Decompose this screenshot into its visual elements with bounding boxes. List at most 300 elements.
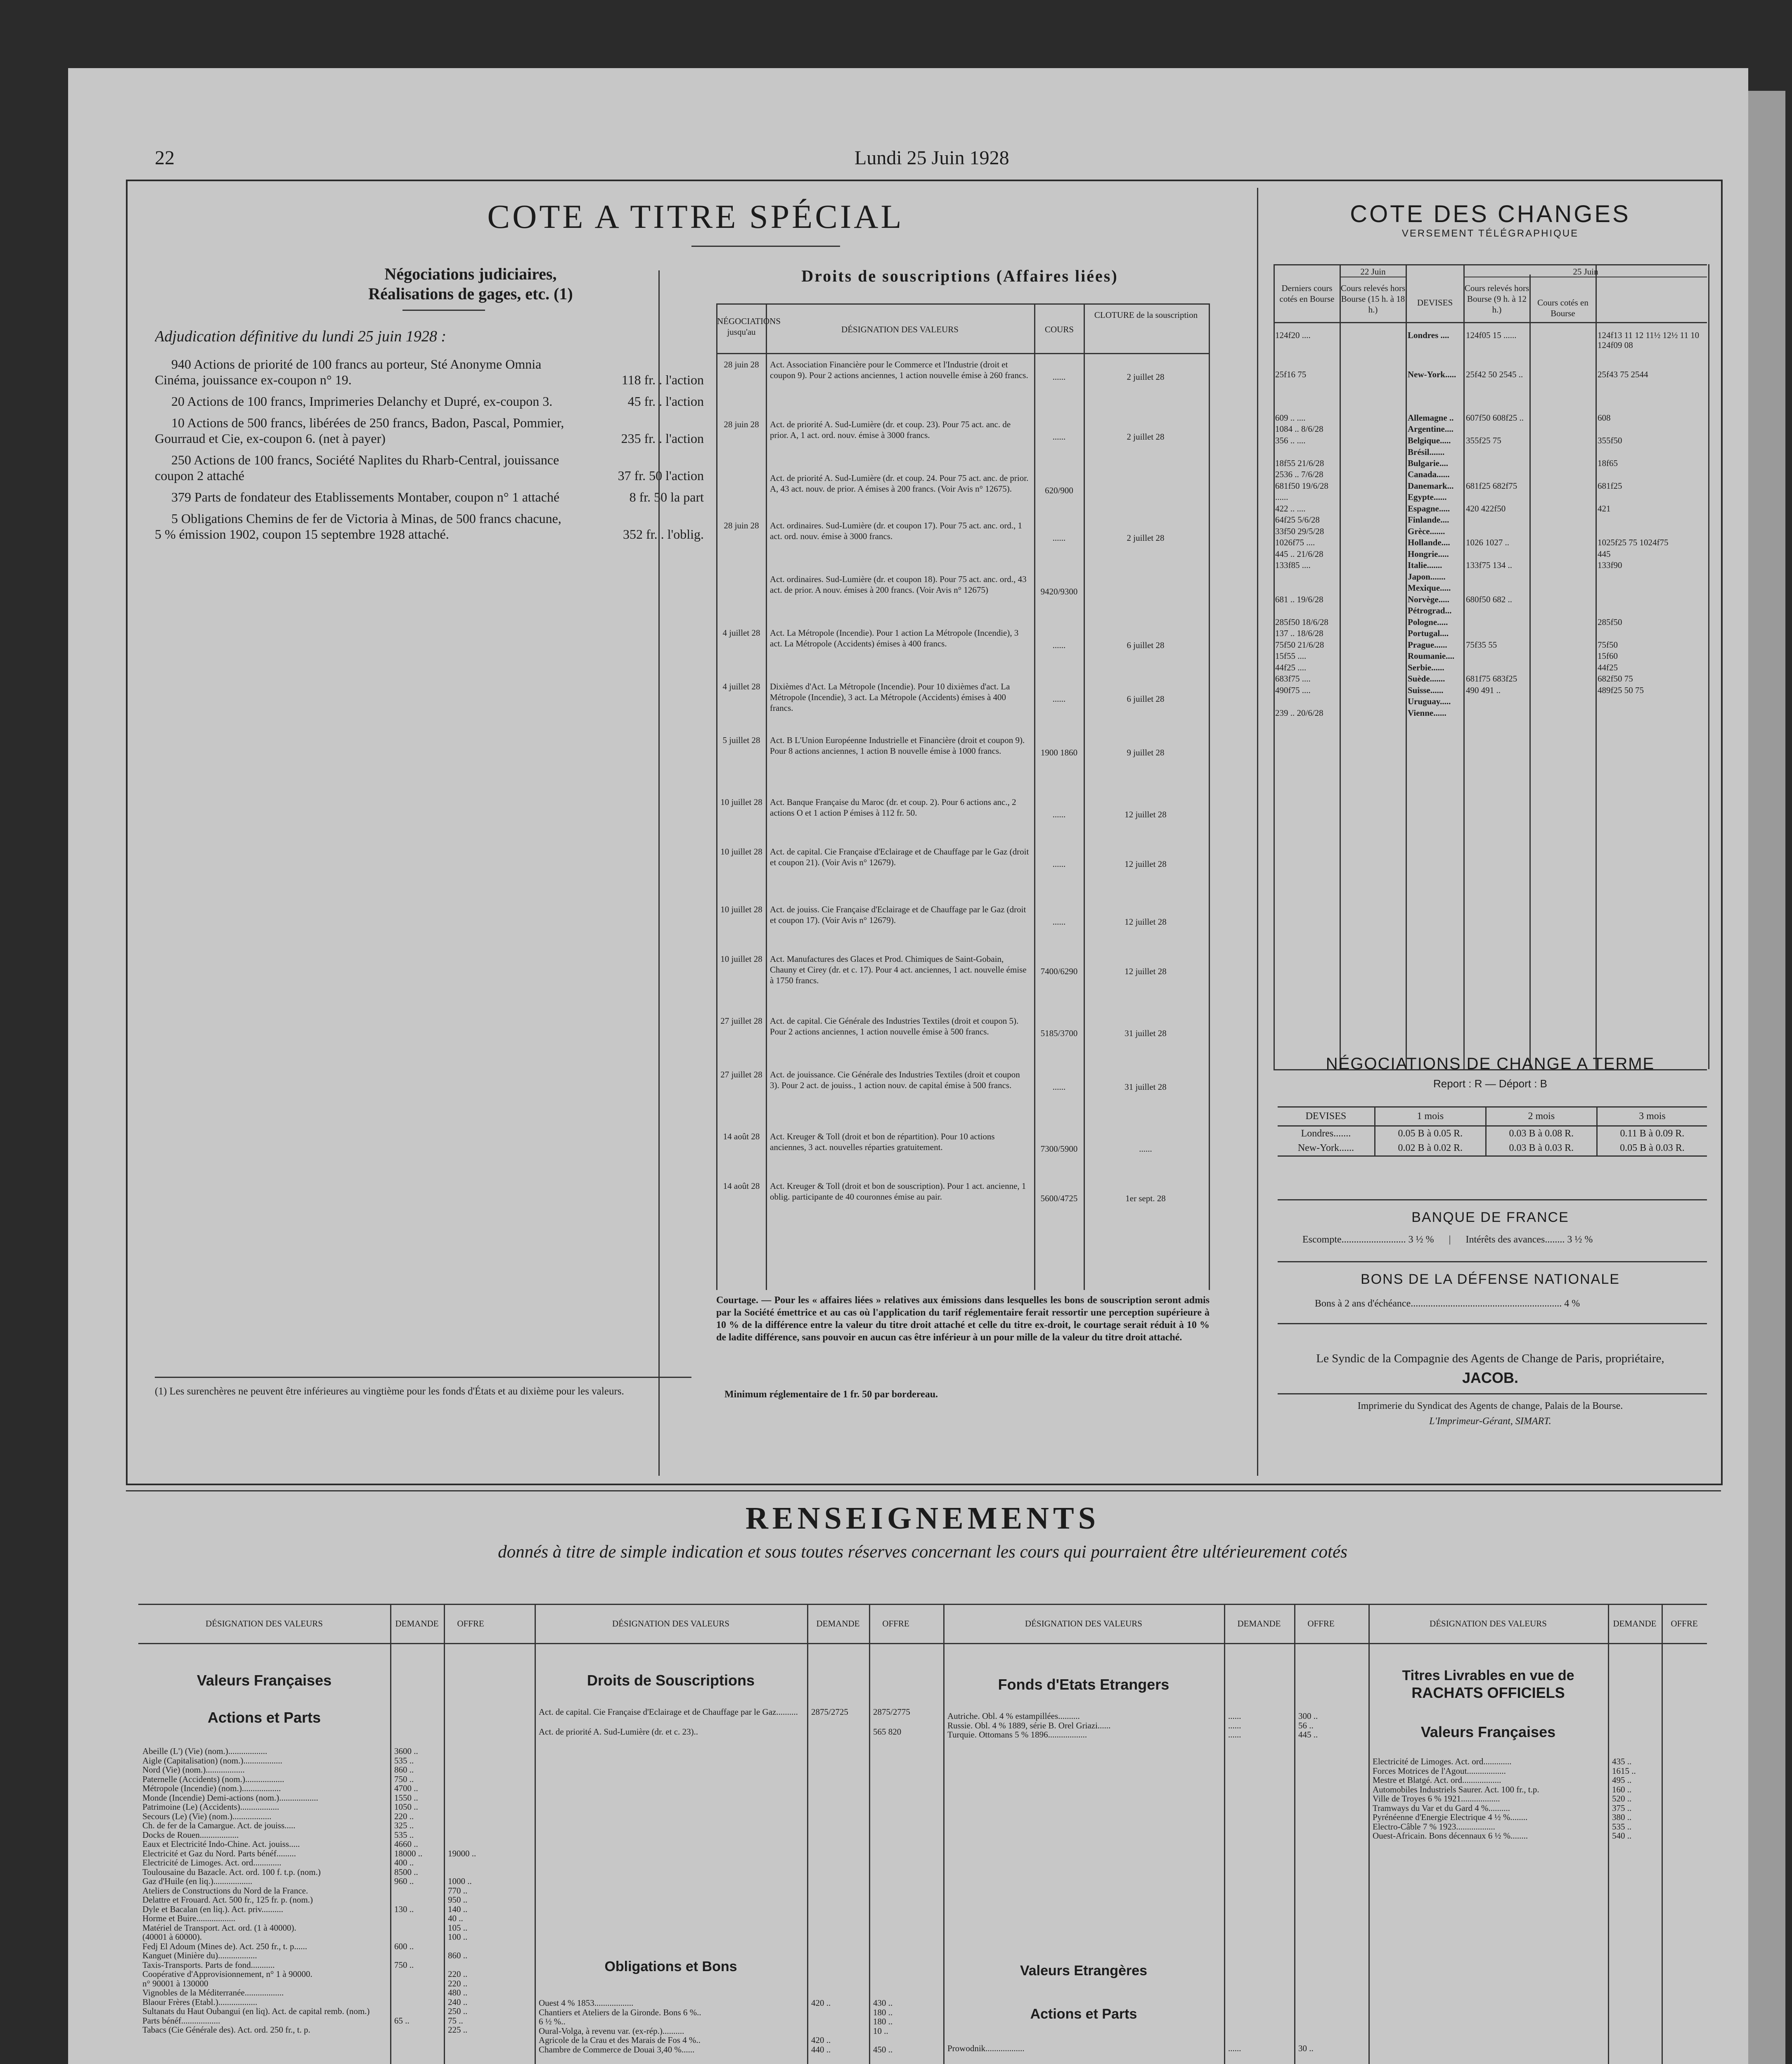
rens-heading: Valeurs Etrangères [1020, 1963, 1148, 1979]
change-devise: Suisse...... [1408, 685, 1444, 695]
rens-row-name: Parts bénéf.................. [142, 2015, 220, 2026]
adjudication-price: 118 fr. . l'action [621, 372, 704, 387]
rens-row-offre: 2875/2775 [873, 1707, 910, 1717]
change-dernier: 18f55 21/6/28 [1275, 458, 1324, 468]
rens-row-demande: 750 .. [394, 1960, 414, 1970]
adjudication-text: 10 Actions de 500 francs, libérées de 250 francs, Badon, Pascal, Pommier, Gourraud et Cie, ex-coupon 6. (net à payer) [155, 415, 564, 446]
change-devise: Mexique..... [1408, 583, 1451, 593]
avances-label: Intérêts des avances........ [1465, 1234, 1565, 1245]
terme-cell: Londres....... [1301, 1128, 1351, 1139]
rens-row-name: n° 90001 à 130000 [142, 1978, 208, 1988]
neg-heading-1: Négociations judiciaires, [384, 265, 557, 283]
rens-heading: Titres Livrables en vue de [1402, 1668, 1574, 1683]
rens-row-name: Coopérative d'Approvisionnement, n° 1 à 90000. [142, 1969, 312, 1979]
change-devise: Serbie...... [1408, 663, 1444, 672]
rens-row-name: Taxis-Transports. Parts de fond........... [142, 1960, 275, 1970]
droits-designation: Act. B L'Union Européenne Industrielle et Financière (droit et coupon 9). Pour 8 actions anciennes, 1 action B nouvelle émise à 1000 francs. [770, 735, 1025, 756]
droits-cours: 5600/4725 [1040, 1193, 1078, 1203]
rens-row-demande: 400 .. [394, 1858, 414, 1868]
rens-row-demande: 420 .. [811, 2035, 831, 2045]
rens-col-demande: DEMANDE [395, 1619, 439, 1628]
change-dernier: 422 .. .... [1275, 504, 1306, 514]
adjudication-price: 45 fr. . l'action [627, 394, 704, 409]
rens-row-demande: 750 .. [394, 1774, 414, 1784]
page-number: 22 [155, 147, 175, 169]
rens-row-offre: 19000 .. [448, 1848, 476, 1858]
rens-row-demande: 4660 .. [394, 1839, 418, 1849]
terme-title: NÉGOCIATIONS DE CHANGE A TERME [1326, 1055, 1655, 1073]
droits-designation: Dixièmes d'Act. La Métropole (Incendie). Pour 10 dixièmes d'act. La Métropole (Incendie), 3 act. La Métropole (Accidents) émises à 400 francs. [770, 682, 1010, 713]
change-dernier: 239 .. 20/6/28 [1275, 708, 1323, 718]
date-22: 22 Juin [1360, 267, 1386, 277]
rens-col-designation: DÉSIGNATION DES VALEURS [1025, 1619, 1142, 1628]
change-dernier: 75f50 21/6/28 [1275, 640, 1324, 650]
rens-row-name: Nord (Vie) (nom.).................. [142, 1765, 245, 1775]
droits-souscriptions [667, 266, 1253, 1476]
rens-row-name: Russie. Obl. 4 % 1889, série B. Orel Griazi...... [947, 1720, 1111, 1730]
syndic-name: JACOB. [1462, 1369, 1519, 1386]
change-devise: Suède....... [1408, 674, 1445, 684]
droits-date: 28 juin 28 [724, 521, 759, 530]
rens-row-offre: 565 820 [873, 1727, 902, 1737]
rens-row-offre: 30 .. [1298, 2043, 1314, 2053]
change-devise: Hongrie..... [1408, 549, 1449, 559]
droits-date: 14 août 28 [723, 1131, 760, 1141]
col-22: Cours relevés hors Bourse (15 h. à 18 h.) [1340, 283, 1406, 315]
droits-cours: ...... [1052, 1082, 1066, 1092]
change-cotes: 682f50 75 [1598, 674, 1633, 684]
rens-row-offre: 140 .. [448, 1904, 468, 1914]
rens-row-name: Secours (Le) (Vie) (nom.).................. [142, 1811, 272, 1821]
rens-row-name: Electricité de Limoges. Act. ord............. [142, 1858, 282, 1868]
droits-cloture: 12 juillet 28 [1124, 917, 1167, 927]
change-devise: Hollande.... [1408, 537, 1450, 547]
change-devise: Londres .... [1408, 330, 1449, 340]
rens-row-name: Delattre et Frouard. Act. 500 fr., 125 fr. p. (nom.) [142, 1895, 313, 1905]
rens-row-offre: 220 .. [448, 1969, 468, 1979]
rens-row-name: Pyrénéenne d'Energie Electrique 4 ½ %........ [1373, 1812, 1528, 1822]
droits-date: 28 juin 28 [724, 360, 759, 369]
change-cotes: 133f90 [1598, 560, 1622, 570]
rens-col-demande: DEMANDE [1613, 1619, 1657, 1628]
change-dernier: 490f75 .... [1275, 685, 1311, 695]
rens-row-name: Ouest 4 % 1853.................. [539, 1998, 634, 2008]
rens-row-demande: 960 .. [394, 1876, 414, 1886]
change-devise: Belgique..... [1408, 436, 1451, 445]
adjudication-text: 20 Actions de 100 francs, Imprimeries Delanchy et Dupré, ex-coupon 3. [171, 394, 553, 409]
rens-row-name: Métropole (Incendie) (nom.).................. [142, 1783, 281, 1793]
adjudication-price: 235 fr. . l'action [621, 431, 704, 446]
adjudication-price: 8 fr. 50 la part [629, 490, 704, 504]
renseignements-rule [126, 1490, 1721, 1491]
rens-row-demande: 325 .. [394, 1820, 414, 1830]
adjudication-item [155, 452, 704, 483]
change-cotes: 44f25 [1598, 663, 1618, 672]
rens-row-offre: 225 .. [448, 2025, 468, 2035]
change-dernier: 681 .. 19/6/28 [1275, 594, 1323, 604]
change-cotes: 355f50 [1598, 436, 1622, 445]
droits-cours: ...... [1052, 533, 1066, 543]
change-hors: 420 422f50 [1466, 504, 1506, 514]
change-cotes: 124f13 11 12 11½ 12½ 11 10 124f09 08 [1598, 330, 1700, 350]
rens-row-name: Kanguet (Minière du).................. [142, 1950, 257, 1960]
droits-designation: Act. de capital. Cie Générale des Industries Textiles (droit et coupon 5). Pour 2 actions anciennes, 1 action nouvelle émise à 500 francs. [770, 1016, 1019, 1037]
adjudication-text: 379 Parts de fondateur des Etablissements Montaber, coupon n° 1 attaché [171, 490, 560, 504]
rens-row-demande: 220 .. [394, 1811, 414, 1821]
adjudication-item [155, 415, 704, 446]
rens-row-name: Fedj El Adoum (Mines de). Act. 250 fr., t. p...... [142, 1941, 307, 1951]
rens-row-demande: 600 .. [394, 1941, 414, 1951]
rens-row-name: Gaz d'Huile (en liq.).................. [142, 1876, 253, 1886]
column-divider [658, 270, 660, 1476]
rens-row-demande: ...... [1228, 1730, 1241, 1740]
change-devise: Roumanie.... [1408, 651, 1455, 661]
droits-designation: Act. ordinaires. Sud-Lumière (dr. et coupon 18). Pour 75 act. anc. ord., 43 act. de prior. A nouv. émises à 200 francs. (Voir Avis n° 12675) [770, 574, 1027, 595]
syndic-line: Le Syndic de la Compagnie des Agents de Change de Paris, propriétaire, [1316, 1352, 1664, 1365]
rens-col-demande: DEMANDE [1237, 1619, 1281, 1628]
rens-row-demande: 420 .. [811, 1998, 831, 2008]
rens-row-name: Ch. de fer de la Camargue. Act. de jouiss..... [142, 1820, 296, 1830]
adjacent-page-edge [1748, 91, 1785, 2064]
change-devise: Danemark... [1408, 481, 1454, 491]
banque-title: BANQUE DE FRANCE [1411, 1210, 1569, 1225]
escompte-label: Escompte.......................... [1302, 1234, 1406, 1245]
rens-row-name: Monde (Incendie) Demi-actions (nom.).................. [142, 1792, 318, 1803]
change-hors: 490 491 .. [1466, 685, 1501, 695]
col-derniers: Derniers cours cotés en Bourse [1279, 283, 1335, 304]
droits-cours: ...... [1052, 372, 1066, 382]
rens-row-offre: 480 .. [448, 1988, 468, 1998]
rens-row-demande: 8500 .. [394, 1867, 418, 1877]
escompte-value: 3 ½ % [1408, 1234, 1434, 1245]
rens-row-offre: 100 .. [448, 1932, 468, 1942]
rens-row-name: Docks de Rouen.................. [142, 1830, 239, 1840]
rens-row-name: 6 ½ %.. [539, 2017, 566, 2026]
adjudication-item [155, 489, 704, 505]
change-hors: 681f25 682f75 [1466, 481, 1517, 491]
rens-row-name: (40001 à 60000). [142, 1932, 202, 1942]
change-cotes: 25f43 75 2544 [1598, 369, 1648, 379]
change-devise: Canada...... [1408, 469, 1450, 479]
rens-row-offre: 445 .. [1298, 1730, 1318, 1740]
rens-row-offre: 300 .. [1298, 1711, 1318, 1721]
terme-subtitle: Report : R — Déport : B [1433, 1077, 1547, 1090]
rens-row-offre: 770 .. [448, 1885, 468, 1896]
change-cotes: 15f60 [1598, 651, 1618, 661]
change-hors: 124f05 15 ...... [1466, 330, 1517, 340]
rens-row-offre: 860 .. [448, 1950, 468, 1960]
change-devise: Finlande.... [1408, 515, 1449, 525]
rens-row-offre: 40 .. [448, 1913, 463, 1923]
change-dernier: 356 .. .... [1275, 436, 1306, 445]
change-devise: Portugal.... [1408, 628, 1449, 638]
rens-row-demande: 1550 .. [394, 1792, 418, 1803]
change-dernier: 1026f75 .... [1275, 537, 1315, 547]
droits-cours: ...... [1052, 640, 1066, 650]
rens-heading: Valeurs Françaises [196, 1672, 332, 1689]
droits-cloture: 12 juillet 28 [1124, 859, 1167, 869]
rens-row-name: Chambre de Commerce de Douai 3,40 %...... [539, 2044, 695, 2055]
terme-grid [1278, 1106, 1707, 1157]
rens-row-name: Paternelle (Accidents) (nom.).................. [142, 1774, 284, 1784]
droits-cloture: 6 juillet 28 [1127, 640, 1165, 650]
renseignements-title: RENSEIGNEMENTS [746, 1501, 1100, 1536]
rens-row-name: Sultanats du Haut Oubangui (en liq). Act. de capital remb. (nom.) [142, 2006, 370, 2016]
change-cotes: 1025f25 75 1024f75 [1598, 537, 1669, 547]
rens-row-offre: 950 .. [448, 1895, 468, 1905]
rens-col-offre: OFFRE [1671, 1619, 1698, 1628]
negociations-judiciaires [155, 264, 704, 1461]
change-devise: Allemagne .. [1408, 413, 1454, 423]
droits-cloture: ...... [1139, 1144, 1152, 1154]
change-hors: 681f75 683f25 [1466, 674, 1517, 684]
change-devise: Bulgarie.... [1408, 458, 1448, 468]
neg-heading-2: Réalisations de gages, etc. [368, 284, 550, 303]
droits-cloture: 2 juillet 28 [1127, 432, 1165, 442]
droits-cloture: 31 juillet 28 [1124, 1082, 1167, 1092]
col-cours: COURS [1044, 324, 1074, 334]
change-devise: Prague...... [1408, 640, 1447, 650]
droits-cloture: 12 juillet 28 [1124, 966, 1167, 976]
change-cotes: 608 [1598, 413, 1611, 423]
change-dernier: 15f55 .... [1275, 651, 1307, 661]
droits-cloture: 9 juillet 28 [1127, 748, 1165, 757]
cote-des-changes: COTE DES CHANGES VERSEMENT TÉLÉGRAPHIQUE Derniers cours cotés en Bourse 22 Juin Cours relevés hors Bourse (15 h. à 18 h.) DEVISES 25 Juin Cours relevés hors Bourse (9 h. à 12 h.) Cours cotés en Bourse 124f20 .... Londres .... 124f05 15 ...... 124f13 11 12 11½ 12½ 11 10 124f09 08 25f16 75 New-York..... 25f42 50 2545 .. 25f43 75 2544 609 .. .... Allemagne .. 607f50 608f25 .. 608 1084 .. 8/6/28 Argentine.... 356 .. .... Belgique..... 355f25 75 355f50 Brésil....... 18f55 21/6/28 Bulgarie.... 18f65 2536 .. 7/6/28 Canada...... 681f50 19/6/28 Danemark... 681f25 682f75 681f25 ...... Egypte...... 422 .. .... Espagne..... 420 422f50 421 64f25 5/6/28 Finlande.... 33f50 29/5/28 Grèce....... 1026f75 .... Hollande.... 1026 1027 .. 1025f25 75 1024f75 445 .. 21/6/28 Hongrie..... 445 133f85 .... Italie....... 133f75 134 .. 133f90 Japon....... Mexique..... 681 .. 19/6/28 Norvège..... 680f50 682 .. Pétrograd... 285f50 18/6/28 Pologne..... 285f50 137 .. 18/6/28 Portugal.... 75f50 21/6/28 Prague...... 75f35 55 75f50 15f55 .... Roumanie.... 15f60 44f25 .... Serbie...... 44f25 683f75 .... Suède....... 681f75 683f25 682f50 75 490f75 .... Suisse...... 490 491 .. 489f25 50 75 Uruguay..... 239 .. 20/6/28 Vienne...... NÉGOCIATIONS DE CHANGE A TERME Report : R — Déport : B DEVISES 1 mois 2 mois 3 mois Londres....... 0.05 B à 0.05 R. 0.03 B à 0.08 R. 0.11 B à 0.09 R. New-York...... 0.02 B à 0.02 R. 0.03 B à 0.03 R. 0.05 B à 0.03 R. BANQUE DE FRANCE Escompte.......................... 3 ½ % | Intérêts des avances........ 3 ½ % BONS DE LA DÉFENSE NATIONALE Bons à 2 ans d'échéance............................................................. 4 % Le Syndic de la Compagnie des Agents de Change de Paris, propriétaire, JACOB. Imprimerie du Syndicat des Agents de change, Palais de la Bourse. L'Imprimeur-Gérant, SIMART. [1265, 188, 1715, 1476]
bons-label: Bons à 2 ans d'échéance............................................................. [1315, 1298, 1562, 1309]
droits-heading: Droits de souscriptions (Affaires liées) [801, 267, 1118, 285]
rens-col-offre: OFFRE [457, 1619, 484, 1628]
neg-note-ref: (1) [554, 284, 573, 303]
change-dernier: 2536 .. 7/6/28 [1275, 469, 1323, 479]
droits-date: 27 juillet 28 [720, 1070, 762, 1079]
terme-table [1278, 1106, 1707, 1157]
droits-designation: Act. de priorité A. Sud-Lumière (dr. et coup. 23). Pour 75 act. anc. de prior. A, 1 act. ord. nouv. émise à 3000 francs. [770, 419, 1011, 440]
rens-row-name: Autriche. Obl. 4 % estampillées.......... [947, 1711, 1080, 1721]
droits-designation: Act. Association Financière pour le Commerce et l'Industrie (droit et coupon 9). Pour 2 actions anciennes, 1 action nouvelle émise à 260 francs. [770, 360, 1028, 380]
droits-cours: ...... [1052, 859, 1066, 869]
terme-cell: 0.05 B à 0.05 R. [1375, 1126, 1486, 1141]
change-dernier: 33f50 29/5/28 [1275, 526, 1324, 536]
rens-heading: RACHATS OFFICIELS [1411, 1684, 1565, 1701]
rens-row-demande: 3600 .. [394, 1746, 418, 1756]
rens-row-offre: 1000 .. [448, 1876, 472, 1886]
rens-row-name: Abeille (L') (Vie) (nom.).................. [142, 1746, 267, 1756]
rens-row-demande: ...... [1228, 2043, 1241, 2053]
rens-heading: Actions et Parts [207, 1709, 321, 1726]
rens-row-demande: 520 .. [1612, 1794, 1632, 1804]
change-devise: Norvège..... [1408, 594, 1449, 604]
rens-row-offre: 56 .. [1298, 1720, 1314, 1730]
droits-cours: 9420/9300 [1040, 587, 1078, 596]
change-cotes: 285f50 [1598, 617, 1622, 627]
rens-row-name: Act. de priorité A. Sud-Lumière (dr. et c. 23).. [539, 1727, 698, 1737]
rens-row-demande: 160 .. [1612, 1784, 1632, 1794]
col-cloture: CLOTURE de la souscription [1094, 310, 1198, 320]
imprimerie: Imprimerie du Syndicat des Agents de change, Palais de la Bourse. [1357, 1401, 1623, 1411]
droits-cours: 620/900 [1045, 485, 1073, 495]
rens-row-name: Patrimoine (Le) (Accidents).................. [142, 1802, 279, 1812]
change-cotes: 421 [1598, 504, 1611, 514]
avances-value: 3 ½ % [1567, 1234, 1593, 1245]
droits-date: 27 juillet 28 [720, 1016, 762, 1026]
rens-row-demande: 380 .. [1612, 1812, 1632, 1822]
rens-row-demande: 535 .. [394, 1755, 414, 1766]
droits-designation: Act. Manufactures des Glaces et Prod. Chimiques de Saint-Gobain, Chauny et Cirey (dr. et c. 17). Pour 4 act. anciennes, 1 act. nouvelle émise à 1750 francs. [770, 954, 1027, 985]
change-devise: Brésil....... [1408, 447, 1445, 457]
droits-date: 10 juillet 28 [720, 797, 762, 807]
change-dernier: 44f25 .... [1275, 663, 1307, 672]
minimum-note: Minimum réglementaire de 1 fr. 50 par bordereau. [724, 1389, 938, 1400]
droits-cours: 1900 1860 [1040, 748, 1078, 757]
droits-cloture: 2 juillet 28 [1127, 533, 1165, 543]
renseignements-grid [138, 1604, 1707, 2064]
droits-designation: Act. Kreuger & Toll (droit et bon de répartition). Pour 10 actions anciennes, 3 act. nouvelles réparties gratuitement. [770, 1131, 995, 1152]
rens-row-demande: 440 .. [811, 2044, 831, 2055]
rens-col-designation: DÉSIGNATION DES VALEURS [1430, 1619, 1547, 1628]
change-hors: 680f50 682 .. [1466, 594, 1512, 604]
adjudication-item [155, 393, 704, 409]
change-dernier: 64f25 5/6/28 [1275, 515, 1320, 525]
rens-row-name: Matériel de Transport. Act. ord. (1 à 40000). [142, 1922, 296, 1933]
adjudication-text: 5 Obligations Chemins de fer de Victoria à Minas, de 500 francs chacune, 5 % émission 1902, coupon 15 septembre 1928 attaché. [155, 511, 561, 542]
rens-row-name: Vignobles de la Méditerranée.................. [142, 1988, 284, 1998]
rens-row-name: Eaux et Electricité Indo-Chine. Act. jouiss..... [142, 1839, 300, 1849]
droits-date: 4 juillet 28 [722, 628, 760, 638]
terme-cell: 0.03 B à 0.08 R. [1486, 1126, 1597, 1141]
change-dernier: 609 .. .... [1275, 413, 1306, 423]
rens-row-name: Ville de Troyes 6 % 1921.................. [1373, 1794, 1500, 1804]
droits-date: 28 juin 28 [724, 419, 759, 429]
rens-row-offre: 180 .. [873, 2017, 893, 2026]
change-dernier: 445 .. 21/6/28 [1275, 549, 1323, 559]
rens-col-designation: DÉSIGNATION DES VALEURS [612, 1619, 729, 1628]
change-devise: Grèce....... [1408, 526, 1445, 536]
change-cotes: 75f50 [1598, 640, 1618, 650]
rens-row-demande: 860 .. [394, 1765, 414, 1775]
rens-col-offre: OFFRE [882, 1619, 909, 1628]
change-devise: Italie....... [1408, 560, 1442, 570]
droits-date: 10 juillet 28 [720, 904, 762, 914]
courtage-note: Courtage. — Pour les « affaires liées » relatives aux émissions dans lesquelles les bons de souscription seront admis par la Société émettrice et au cas où l'application du tarif réglementaire ferait ressortir une perception supérieure à 10 % de la différence entre la valeur du titre droit attaché et celle du titre ex-droit, le courtage serait réduit à 10 % de ladite différence, sans pouvoir en aucun cas être inférieur à un pour mille de la valeur du titre droit attaché. [716, 1295, 1210, 1343]
change-cotes: 681f25 [1598, 481, 1622, 491]
rens-row-offre: 450 .. [873, 2044, 893, 2055]
rens-row-offre: 10 .. [873, 2026, 888, 2036]
rens-row-name: Toulousaine du Bazacle. Act. ord. 100 f. t.p. (nom.) [142, 1867, 321, 1877]
change-hors: 75f35 55 [1466, 640, 1497, 650]
rens-row-name: Dyle et Bacalan (en liq.). Act. priv.......... [142, 1904, 283, 1914]
gerant: L'Imprimeur-Gérant, SIMART. [1429, 1416, 1551, 1427]
droits-date: 5 juillet 28 [722, 735, 760, 745]
col-25-hors: Cours relevés hors Bourse (9 h. à 12 h.) [1464, 283, 1529, 315]
rens-row-offre: 250 .. [448, 2006, 468, 2016]
rens-row-name: Electricité et Gaz du Nord. Parts bénéf......... [142, 1848, 296, 1858]
rens-heading: Fonds d'Etats Etrangers [998, 1676, 1169, 1693]
rens-row-name: Ouest-Africain. Bons décennaux 6 ½ %........ [1373, 1831, 1528, 1841]
droits-cours: 7300/5900 [1040, 1144, 1078, 1154]
terme-cell: 0.03 B à 0.03 R. [1486, 1141, 1597, 1156]
rens-row-offre: 180 .. [873, 2007, 893, 2017]
change-cotes: 489f25 50 75 [1598, 685, 1644, 695]
rens-row-name: Electro-Câble 7 % 1923.................. [1373, 1821, 1495, 1832]
change-dernier: 285f50 18/6/28 [1275, 617, 1328, 627]
droits-designation: Act. Kreuger & Toll (droit et bon de souscription). Pour 1 act. ancienne, 1 oblig. participante de 40 couronnes émise au pair. [770, 1181, 1026, 1202]
change-hors: 1026 1027 .. [1466, 537, 1509, 547]
rens-row-demande: 130 .. [394, 1904, 414, 1914]
droits-designation: Act. La Métropole (Incendie). Pour 1 action La Métropole (Incendie), 3 act. La Métropole (Accidents) émises à 400 francs. [770, 628, 1019, 649]
rens-row-name: Blaour Frères (Etabl.).................. [142, 1997, 258, 2007]
rens-row-offre: 240 .. [448, 1997, 468, 2007]
change-devise: Espagne..... [1408, 504, 1450, 514]
change-dernier: 683f75 .... [1275, 674, 1311, 684]
droits-designation: Act. Banque Française du Maroc (dr. et coup. 2). Pour 6 actions anc., 2 actions O et 1 action P émises à 112 fr. 50. [770, 797, 1016, 818]
rens-row-demande: ...... [1228, 1720, 1241, 1730]
rens-col-designation: DÉSIGNATION DES VALEURS [206, 1619, 323, 1628]
rens-row-name: Mestre et Blatgé. Act. ord.................. [1373, 1775, 1501, 1785]
changes-subtitle: VERSEMENT TÉLÉGRAPHIQUE [1401, 228, 1579, 239]
change-dernier: 137 .. 18/6/28 [1275, 628, 1323, 638]
date-25: 25 Juin [1573, 267, 1598, 277]
rens-col-demande: DEMANDE [816, 1619, 860, 1628]
changes-title: COTE DES CHANGES [1350, 201, 1631, 227]
adjudication-item [155, 356, 704, 388]
adjudication-line: Adjudication définitive du lundi 25 juin 1928 : [155, 328, 447, 345]
rens-row-demande: 495 .. [1612, 1775, 1632, 1785]
droits-cours: ...... [1052, 432, 1066, 442]
change-devise: Vienne...... [1408, 708, 1446, 718]
droits-date: 14 août 28 [723, 1181, 760, 1191]
col-25-cotes: Cours cotés en Bourse [1537, 298, 1588, 318]
rens-row-name: Tabacs (Cie Générale des). Act. ord. 250 fr., t. p. [142, 2025, 310, 2035]
rens-row-name: Turquie. Ottomans 5 % 1896.................. [947, 1730, 1087, 1740]
rens-heading: Valeurs Françaises [1420, 1723, 1556, 1740]
droits-designation: Act. de capital. Cie Française d'Eclairage et de Chauffage par le Gaz (droit et coupon 21). (Voir Avis n° 12679). [770, 847, 1029, 867]
adjudication-text: 940 Actions de priorité de 100 francs au porteur, Sté Anonyme Omnia Cinéma, jouissance ex-coupon n° 19. [155, 357, 542, 387]
adjudication-item [155, 511, 704, 542]
rens-row-name: Prowodnik.................. [947, 2043, 1025, 2053]
rens-row-demande: 535 .. [1612, 1821, 1632, 1832]
rens-row-name: Electricité de Limoges. Act. ord............. [1373, 1756, 1512, 1766]
terme-cell: 0.05 B à 0.03 R. [1597, 1141, 1707, 1156]
droits-cloture: 6 juillet 28 [1127, 694, 1165, 704]
rens-row-offre: 430 .. [873, 1998, 893, 2008]
rens-row-name: Tramways du Var et du Gard 4 %.......... [1373, 1803, 1510, 1813]
change-hors: 355f25 75 [1466, 436, 1501, 445]
rens-heading: Droits de Souscriptions [587, 1672, 755, 1689]
terme-col: DEVISES [1278, 1107, 1375, 1126]
change-dernier: 25f16 75 [1275, 369, 1307, 379]
title-rule [691, 246, 840, 247]
droits-cours: 5185/3700 [1040, 1028, 1078, 1038]
change-hors: 607f50 608f25 .. [1466, 413, 1524, 423]
rens-heading: Obligations et Bons [604, 1959, 737, 1974]
change-dernier: 681f50 19/6/28 [1275, 481, 1328, 491]
rens-row-name: Chantiers et Ateliers de la Gironde. Bons 6 %.. [539, 2007, 701, 2017]
droits-cloture: 31 juillet 28 [1124, 1028, 1167, 1038]
change-dernier: 133f85 .... [1275, 560, 1311, 570]
rens-row-name: Ateliers de Constructions du Nord de la France. [142, 1885, 308, 1896]
rens-heading: Actions et Parts [1030, 2006, 1137, 2022]
change-devise: Egypte...... [1408, 492, 1447, 502]
cote-speciale-title-box [134, 192, 1257, 250]
change-devise: New-York..... [1408, 369, 1456, 379]
col-negociations: NÉGOCIATIONS jusqu'au [717, 316, 781, 337]
change-hors: 25f42 50 2545 .. [1466, 369, 1523, 379]
rens-row-demande: 2875/2725 [811, 1707, 848, 1717]
droits-cloture: 1er sept. 28 [1125, 1193, 1166, 1203]
renseignements-subtitle: donnés à titre de simple indication et sous toutes réserves concernant les cours qui pourraient être ultérieurement cotés [498, 1542, 1347, 1562]
terme-cell: 0.02 B à 0.02 R. [1375, 1141, 1486, 1156]
droits-cloture: 2 juillet 28 [1127, 372, 1165, 382]
